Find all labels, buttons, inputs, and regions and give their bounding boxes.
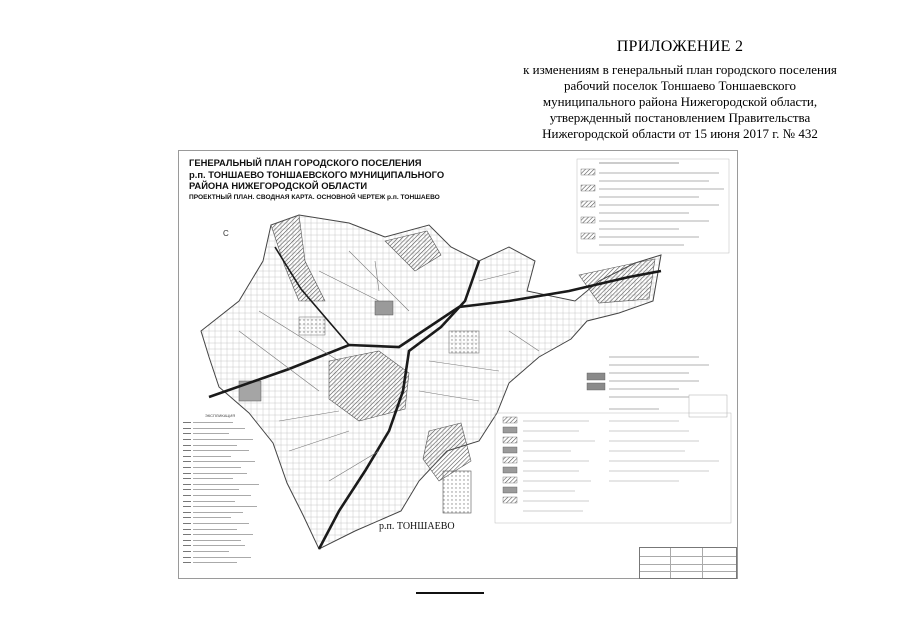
- list-item: [183, 560, 269, 566]
- legend-left-explication: [183, 413, 269, 565]
- north-arrow-label: С: [223, 229, 229, 238]
- public-zone-2: [449, 331, 479, 353]
- public-zone-1: [299, 317, 325, 335]
- appendix-title: ПРИЛОЖЕНИЕ 2: [616, 38, 744, 55]
- plan-title-line-3: РАЙОНА НИЖЕГОРОДСКОЙ ОБЛАСТИ: [189, 180, 368, 191]
- legend-middle-right: [587, 357, 727, 417]
- appendix-line-3: муниципального района Нижегородской области,: [542, 94, 818, 109]
- scale-bar: [416, 592, 484, 594]
- legend-left-header: ЭКСПЛИКАЦИЯ: [205, 413, 236, 418]
- appendix-header: [470, 38, 890, 142]
- appendix-line-4: утвержденный постановлением Правительства: [549, 110, 811, 125]
- appendix-line-5: Нижегородской области от 15 июня 2017 г. № 432: [542, 126, 818, 141]
- plan-title-block: [189, 157, 489, 201]
- plan-title-line-2: р.п. ТОНШАЕВО ТОНШАЕВСКОГО МУНИЦИПАЛЬНОГО: [189, 168, 445, 180]
- plan-subtitle: ПРОЕКТНЫЙ ПЛАН. СВОДНАЯ КАРТА. ОСНОВНОЙ ЧЕРТЕЖ р.п. ТОНШАЕВО: [189, 193, 440, 201]
- appendix-line-1: к изменениям в генеральный план городского поселения: [523, 62, 837, 77]
- public-zone-3: [375, 301, 393, 315]
- town-label: р.п. ТОНШАЕВО: [379, 521, 455, 532]
- plan-sheet: [178, 150, 738, 579]
- title-stamp: [639, 547, 737, 579]
- appendix-line-2: рабочий поселок Тоншаево Тоншаевского: [563, 78, 797, 93]
- plan-title-line-1: ГЕНЕРАЛЬНЫЙ ПЛАН ГОРОДСКОГО ПОСЕЛЕНИЯ: [189, 157, 422, 168]
- legend-top-right: [577, 159, 729, 253]
- settlement-boundary: [201, 215, 661, 549]
